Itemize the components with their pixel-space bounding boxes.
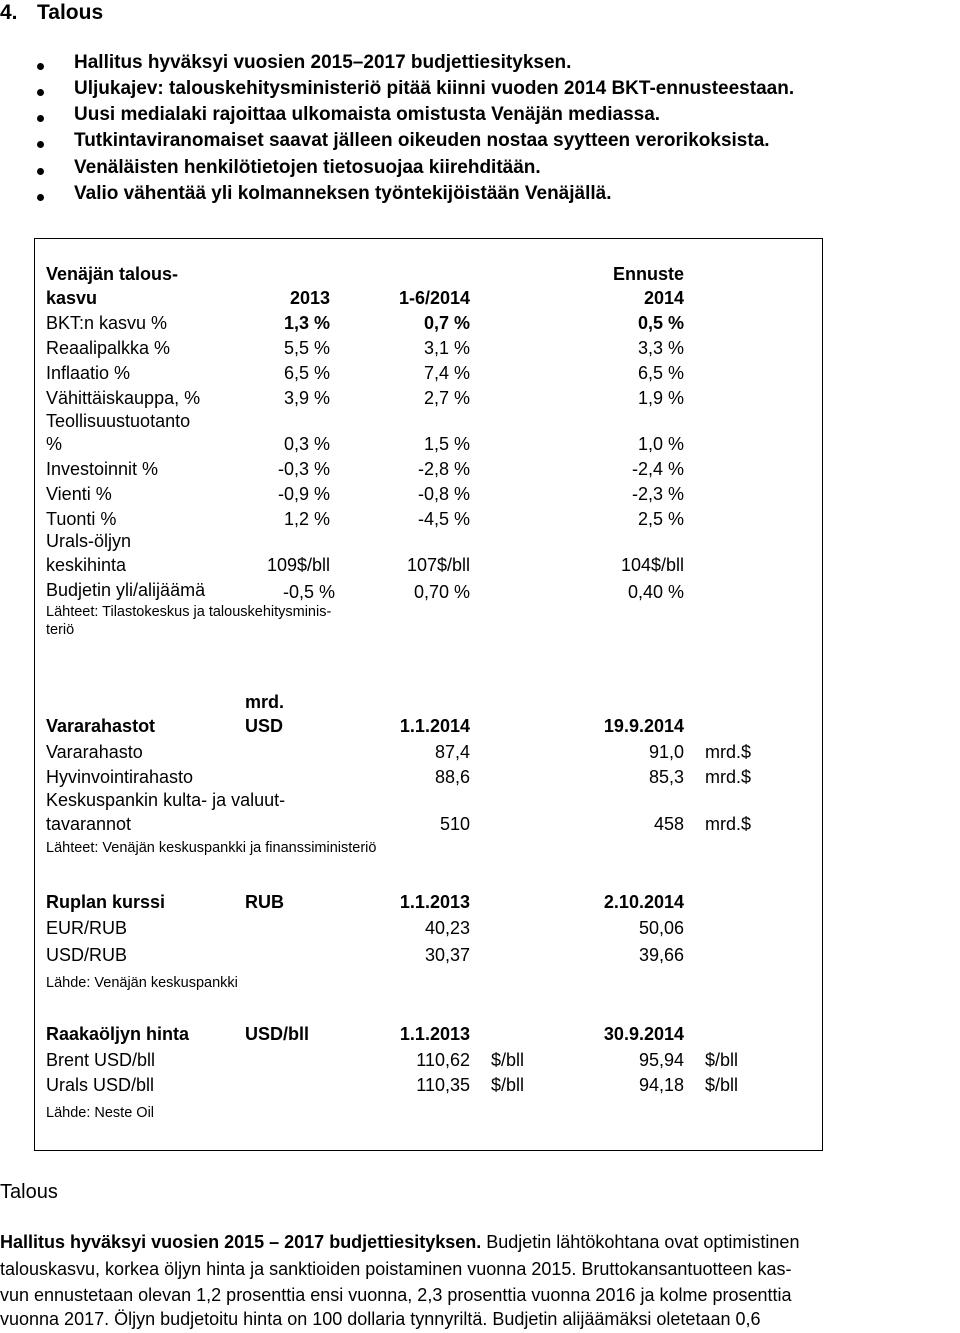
row-label: Vienti % [46,484,112,504]
source-note: Lähde: Venäjän keskuspankki [46,975,238,991]
table-cell: 110,35 [416,1075,470,1095]
table-title: Vararahastot [46,716,156,736]
table-cell: 50,06 [638,918,684,938]
table-cell: 3,9 % [283,388,330,408]
row-label: Urals-öljyn [46,531,132,551]
table-cell: 110,62 [416,1050,470,1070]
table-cell: 95,94 [638,1050,684,1070]
row-label: % [46,434,63,454]
source-note: teriö [46,622,75,638]
table-cell: 1,5 % [423,434,470,454]
table-cell: 88,6 [434,767,470,787]
column-header: 2013 [289,288,330,308]
paragraph-lead: Hallitus hyväksyi vuosien 2015 – 2017 budjettiesityksen. [0,1232,482,1252]
table-cell: 40,23 [424,918,470,938]
table-cell: 0,70 % [413,582,470,602]
table-title: kasvu [46,288,98,308]
table-cell: 3,1 % [423,338,470,358]
source-note: Lähteet: Venäjän keskuspankki ja finanssiministeriö [46,840,377,856]
row-label: Tuonti % [46,509,117,529]
table-cell: -2,8 % [417,459,470,479]
row-label: Vararahasto [46,742,143,762]
table-title: Venäjän talous- [46,264,179,284]
row-label: tavarannot [46,814,132,834]
table-cell: 87,4 [434,742,470,762]
table-cell: $/bll [705,1050,739,1070]
column-header: 1.1.2014 [399,716,470,736]
table-title: Ruplan kurssi [46,892,166,912]
page-title: Talous [37,1,104,24]
table-cell: 510 [439,814,470,834]
bullet-icon [37,194,44,201]
table-cell: 107$/bll [406,555,470,575]
table-cell: $/bll [705,1075,739,1095]
column-header: 19.9.2014 [603,716,684,736]
row-label: Reaalipalkka % [46,338,171,358]
table-cell: 1,2 % [283,509,330,529]
table-cell: -0,8 % [417,484,470,504]
unit-label: USD/bll [245,1024,310,1044]
column-header: 1.1.2013 [399,1024,470,1044]
table-cell: 458 [653,814,684,834]
table-cell: -0,5 % [282,582,335,602]
column-header: 30.9.2014 [603,1024,684,1044]
table-cell: 2,5 % [637,509,684,529]
bullet-icon [37,89,44,96]
unit-label: RUB [245,892,284,912]
bullet-icon [37,168,44,175]
table-cell: 1,3 % [283,313,330,333]
column-header: 2.10.2014 [603,892,684,912]
table-cell: 1,9 % [637,388,684,408]
paragraph-text: Budjetin lähtökohtana ovat optimistinen [481,1232,800,1252]
row-label: Hyvinvointirahasto [46,767,194,787]
source-note: Lähteet: Tilastokeskus ja talouskehitysminis- [46,604,332,620]
table-cell: -4,5 % [417,509,470,529]
bullet-icon [37,63,44,70]
row-label: BKT:n kasvu % [46,313,168,333]
table-cell: 0,40 % [627,582,684,602]
table-cell: 3,3 % [637,338,684,358]
table-cell: mrd.$ [705,767,752,787]
unit-label: USD [245,716,284,736]
section-heading: Talous [0,1181,58,1203]
table-cell: -2,3 % [631,484,684,504]
paragraph-line: vun ennustetaan olevan 1,2 prosenttia ensi vuonna, 2,3 prosenttia vuonna 2016 ja kolme prosenttia [0,1285,792,1305]
table-cell: -0,3 % [277,459,330,479]
column-header: 1.1.2013 [399,892,470,912]
table-cell: 85,3 [648,767,684,787]
table-cell: $/bll [491,1050,525,1070]
table-cell: -2,4 % [631,459,684,479]
section-number: 4. [0,1,18,24]
column-header: 2014 [643,288,684,308]
row-label: Keskuspankin kulta- ja valuut- [46,790,286,810]
table-cell: mrd.$ [705,814,752,834]
row-label: EUR/RUB [46,918,128,938]
bullet-icon [37,115,44,122]
list-item: Uljukajev: talouskehitysministeriö pitää kiinni vuoden 2014 BKT-ennusteestaan. [74,78,795,99]
table-cell: -0,9 % [277,484,330,504]
table-cell: 6,5 % [283,363,330,383]
row-label: Urals USD/bll [46,1075,155,1095]
table-cell: 2,7 % [423,388,470,408]
table-cell: 109$/bll [266,555,330,575]
table-cell: 6,5 % [637,363,684,383]
row-label: Brent USD/bll [46,1050,156,1070]
row-label: Vähittäiskauppa, % [46,388,201,408]
unit-label: mrd. [245,692,285,712]
table-cell: $/bll [491,1075,525,1095]
row-label: Budjetin yli/alijäämä [46,580,206,600]
row-label: keskihinta [46,555,127,575]
table-title: Raakaöljyn hinta [46,1024,190,1044]
row-label: Inflaatio % [46,363,131,383]
table-cell: 30,37 [424,945,470,965]
row-label: USD/RUB [46,945,128,965]
table-cell: 5,5 % [283,338,330,358]
table-cell: 39,66 [638,945,684,965]
table-cell: mrd.$ [705,742,752,762]
column-header: 1-6/2014 [398,288,470,308]
list-item: Uusi medialaki rajoittaa ulkomaista omistusta Venäjän mediassa. [74,104,661,125]
source-note: Lähde: Neste Oil [46,1105,155,1121]
table-cell: 0,5 % [637,313,684,333]
list-item: Valio vähentää yli kolmanneksen työntekijöistään Venäjällä. [74,183,612,204]
paragraph-line: vuonna 2017. Öljyn budjetoitu hinta on 100 dollaria tynnyriltä. Budjetin alijäämäksi oletetaan 0,6 [0,1309,761,1329]
table-cell: 91,0 [648,742,684,762]
list-item: Hallitus hyväksyi vuosien 2015–2017 budjettiesityksen. [74,52,572,73]
table-cell: 1,0 % [637,434,684,454]
table-cell: 94,18 [638,1075,684,1095]
paragraph-line [0,1229,799,1256]
column-header: Ennuste [612,264,684,284]
paragraph-line: talouskasvu, korkea öljyn hinta ja sanktioiden poistaminen vuonna 2015. Bruttokansantuotteen kas- [0,1259,792,1279]
list-item: Tutkintaviranomaiset saavat jälleen oikeuden nostaa syytteen verorikoksista. [74,130,770,151]
table-cell: 0,7 % [423,313,470,333]
row-label: Investoinnit % [46,459,159,479]
bullet-icon [37,141,44,148]
table-cell: 0,3 % [283,434,330,454]
table-cell: 7,4 % [423,363,470,383]
row-label: Teollisuustuotanto [46,411,191,431]
list-item: Venäläisten henkilötietojen tietosuojaa kiirehditään. [74,157,541,178]
table-cell: 104$/bll [620,555,684,575]
